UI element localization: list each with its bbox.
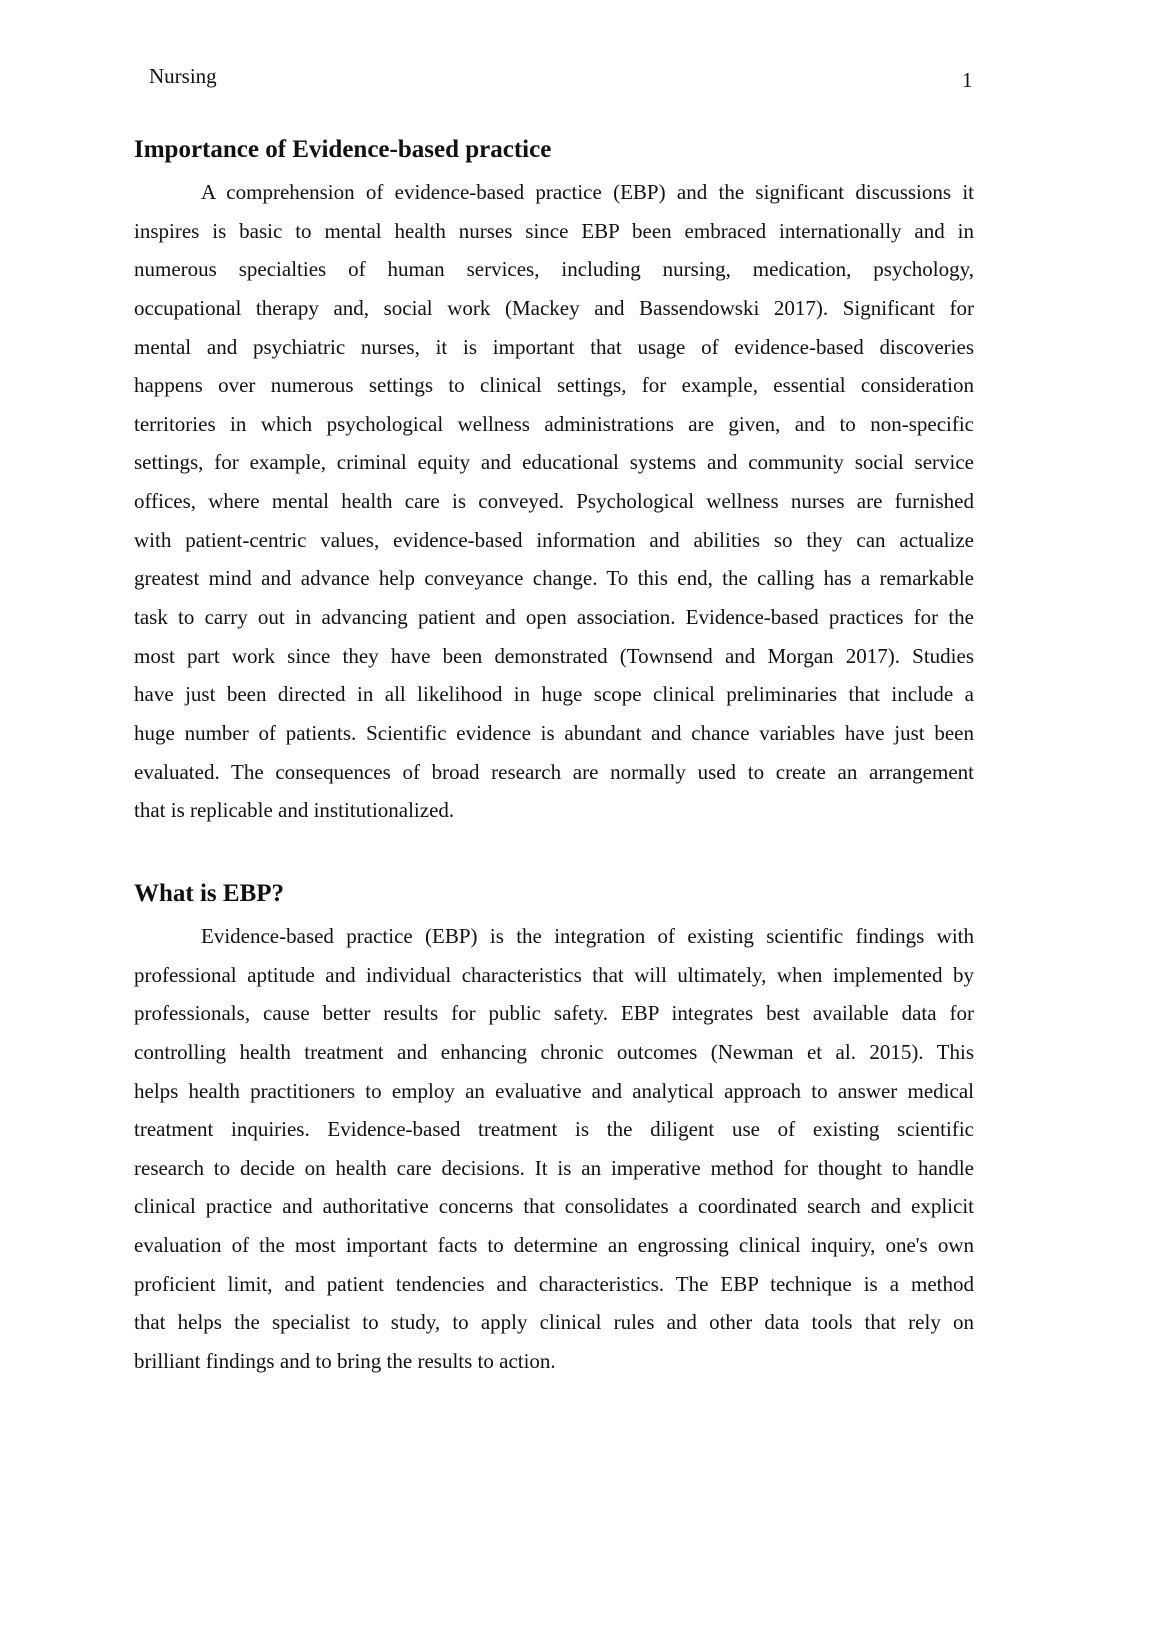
text-line: Evidence-based practice (EBP) is the integration of existing scientific findings with: [201, 924, 974, 948]
paragraph-importance: [134, 173, 974, 830]
text-line: professionals, cause better results for public safety. EBP integrates best available data for: [134, 1001, 974, 1026]
text-line: evaluated. The consequences of broad research are normally used to create an arrangement: [134, 759, 974, 784]
text-line: territories in which psychological wellness administrations are given, and to non-specific: [134, 411, 974, 436]
text-line: evaluation of the most important facts to determine an engrossing clinical inquiry, one's own: [134, 1233, 974, 1258]
text-line: mental and psychiatric nurses, it is important that usage of evidence-based discoveries: [134, 334, 974, 359]
running-header-title: Nursing: [149, 64, 217, 88]
paragraph-what-is-ebp: [134, 917, 974, 1381]
text-line: huge number of patients. Scientific evidence is abundant and chance variables have just been: [134, 720, 974, 745]
text-line: settings, for example, criminal equity and educational systems and community social service: [134, 450, 974, 475]
text-line: proficient limit, and patient tendencies and characteristics. The EBP technique is a method: [134, 1271, 974, 1296]
text-line: have just been directed in all likelihood in huge scope clinical preliminaries that include a: [134, 682, 974, 707]
text-line: inspires is basic to mental health nurses since EBP been embraced internationally and in: [134, 218, 974, 243]
page-number: 1: [962, 68, 973, 92]
section-heading-what-is-ebp: What is EBP?: [134, 880, 285, 907]
text-line: offices, where mental health care is conveyed. Psychological wellness nurses are furnished: [134, 489, 974, 514]
section-heading-importance: Importance of Evidence-based practice: [134, 136, 552, 163]
text-line: professional aptitude and individual characteristics that will ultimately, when implemented by: [134, 962, 974, 987]
text-line: most part work since they have been demonstrated (Townsend and Morgan 2017). Studies: [134, 643, 974, 668]
text-line: that helps the specialist to study, to apply clinical rules and other data tools that rely on: [134, 1310, 974, 1335]
text-line: that is replicable and institutionalized.: [134, 798, 455, 823]
text-line: A comprehension of evidence-based practice (EBP) and the significant discussions it: [201, 180, 974, 204]
text-line: occupational therapy and, social work (Mackey and Bassendowski 2017). Significant for: [134, 295, 974, 320]
text-line: treatment inquiries. Evidence-based treatment is the diligent use of existing scientific: [134, 1117, 974, 1142]
text-line: numerous specialties of human services, including nursing, medication, psychology,: [134, 257, 974, 282]
text-line: research to decide on health care decisions. It is an imperative method for thought to handle: [134, 1155, 974, 1180]
text-line: task to carry out in advancing patient and open association. Evidence-based practices for the: [134, 605, 974, 630]
text-line: controlling health treatment and enhancing chronic outcomes (Newman et al. 2015). This: [134, 1039, 974, 1064]
text-line: brilliant findings and to bring the results to action.: [134, 1349, 556, 1374]
text-line: greatest mind and advance help conveyance change. To this end, the calling has a remarkable: [134, 566, 974, 591]
text-line: helps health practitioners to employ an evaluative and analytical approach to answer medical: [134, 1078, 974, 1103]
text-line: clinical practice and authoritative concerns that consolidates a coordinated search and explicit: [134, 1194, 974, 1219]
text-line: happens over numerous settings to clinical settings, for example, essential consideration: [134, 373, 974, 398]
text-line: with patient-centric values, evidence-based information and abilities so they can actualize: [134, 527, 974, 552]
